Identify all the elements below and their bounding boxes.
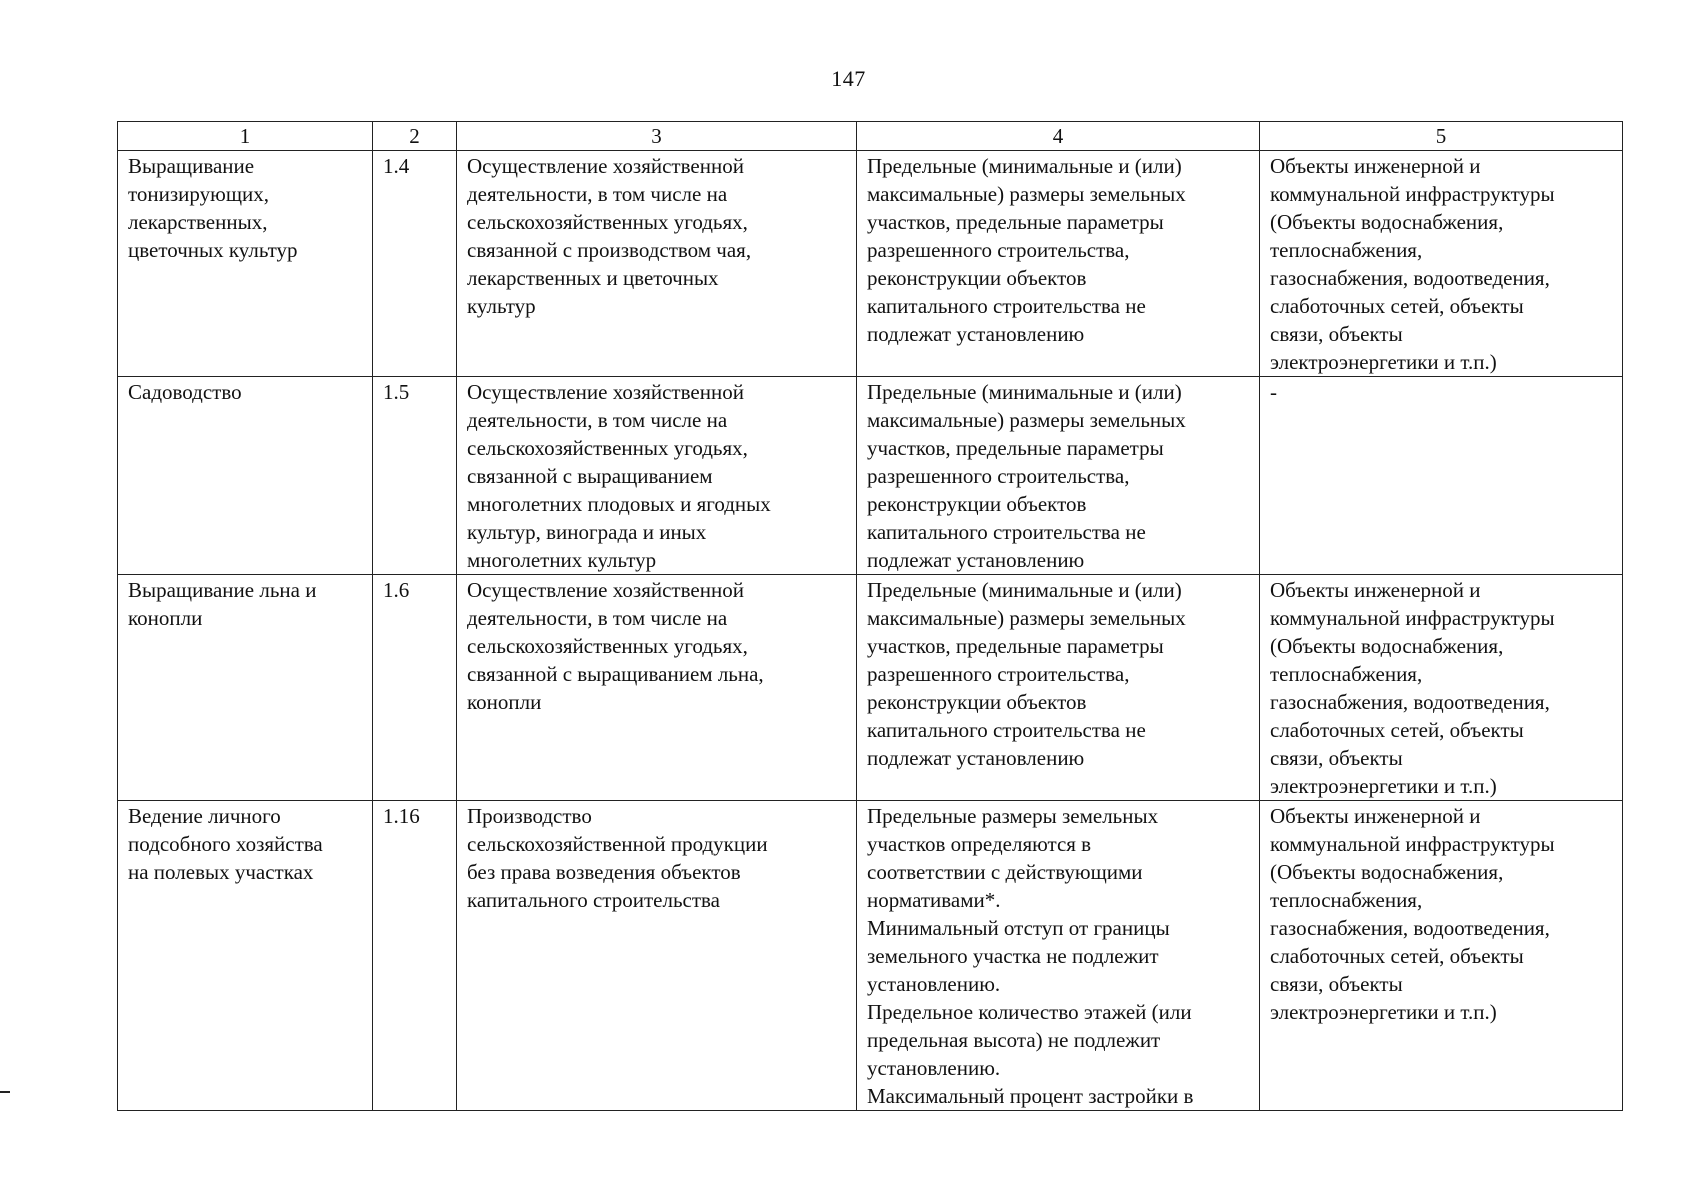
auxiliary-uses: Объекты инженерной и коммунальной инфраструктуры (Объекты водоснабжения, теплоснабжения, газоснабжения, водоотведения, слаботочных сетей, объекты связи, объекты электроэнергетики и т.п.) — [1260, 151, 1623, 377]
margin-mark — [0, 1091, 10, 1093]
header-col-4: 4 — [857, 122, 1260, 151]
use-type-code: 1.16 — [373, 801, 457, 1111]
table-row — [118, 575, 1623, 801]
table-row — [118, 377, 1623, 575]
land-use-table — [117, 121, 1623, 1111]
construction-parameters: Предельные размеры земельных участков определяются в соответствии с действующими нормативами*. Минимальный отступ от границы земельного участка не подлежит установлению. Предельное количество этажей (или предельная высота) не подлежит установлению. Максимальный процент застройки в — [857, 801, 1260, 1111]
use-type-name: Выращивание тонизирующих, лекарственных, цветочных культур — [118, 151, 373, 377]
auxiliary-uses: Объекты инженерной и коммунальной инфраструктуры (Объекты водоснабжения, теплоснабжения, газоснабжения, водоотведения, слаботочных сетей, объекты связи, объекты электроэнергетики и т.п.) — [1260, 801, 1623, 1111]
use-type-description: Производство сельскохозяйственной продукции без права возведения объектов капитального строительства — [457, 801, 857, 1111]
auxiliary-uses: Объекты инженерной и коммунальной инфраструктуры (Объекты водоснабжения, теплоснабжения, газоснабжения, водоотведения, слаботочных сетей, объекты связи, объекты электроэнергетики и т.п.) — [1260, 575, 1623, 801]
table-row — [118, 151, 1623, 377]
use-type-code: 1.6 — [373, 575, 457, 801]
header-col-2: 2 — [373, 122, 457, 151]
construction-parameters: Предельные (минимальные и (или) максимальные) размеры земельных участков, предельные параметры разрешенного строительства, реконструкции объектов капитального строительства не подлежат установлению — [857, 377, 1260, 575]
use-type-name: Садоводство — [118, 377, 373, 575]
construction-parameters: Предельные (минимальные и (или) максимальные) размеры земельных участков, предельные параметры разрешенного строительства, реконструкции объектов капитального строительства не подлежат установлению — [857, 151, 1260, 377]
construction-parameters: Предельные (минимальные и (или) максимальные) размеры земельных участков, предельные параметры разрешенного строительства, реконструкции объектов капитального строительства не подлежат установлению — [857, 575, 1260, 801]
use-type-description: Осуществление хозяйственной деятельности, в том числе на сельскохозяйственных угодьях, связанной с выращиванием льна, конопли — [457, 575, 857, 801]
use-type-description: Осуществление хозяйственной деятельности, в том числе на сельскохозяйственных угодьях, связанной с выращиванием многолетних плодовых и ягодных культур, винограда и иных многолетних культур — [457, 377, 857, 575]
table-header-row — [118, 122, 1623, 151]
header-col-1: 1 — [118, 122, 373, 151]
use-type-code: 1.4 — [373, 151, 457, 377]
auxiliary-uses: - — [1260, 377, 1623, 575]
header-col-5: 5 — [1260, 122, 1623, 151]
table-row — [118, 801, 1623, 1111]
use-type-name: Выращивание льна и конопли — [118, 575, 373, 801]
use-type-name: Ведение личного подсобного хозяйства на полевых участках — [118, 801, 373, 1111]
use-type-description: Осуществление хозяйственной деятельности, в том числе на сельскохозяйственных угодьях, связанной с производством чая, лекарственных и цветочных культур — [457, 151, 857, 377]
header-col-3: 3 — [457, 122, 857, 151]
page-number: 147 — [831, 66, 866, 91]
use-type-code: 1.5 — [373, 377, 457, 575]
